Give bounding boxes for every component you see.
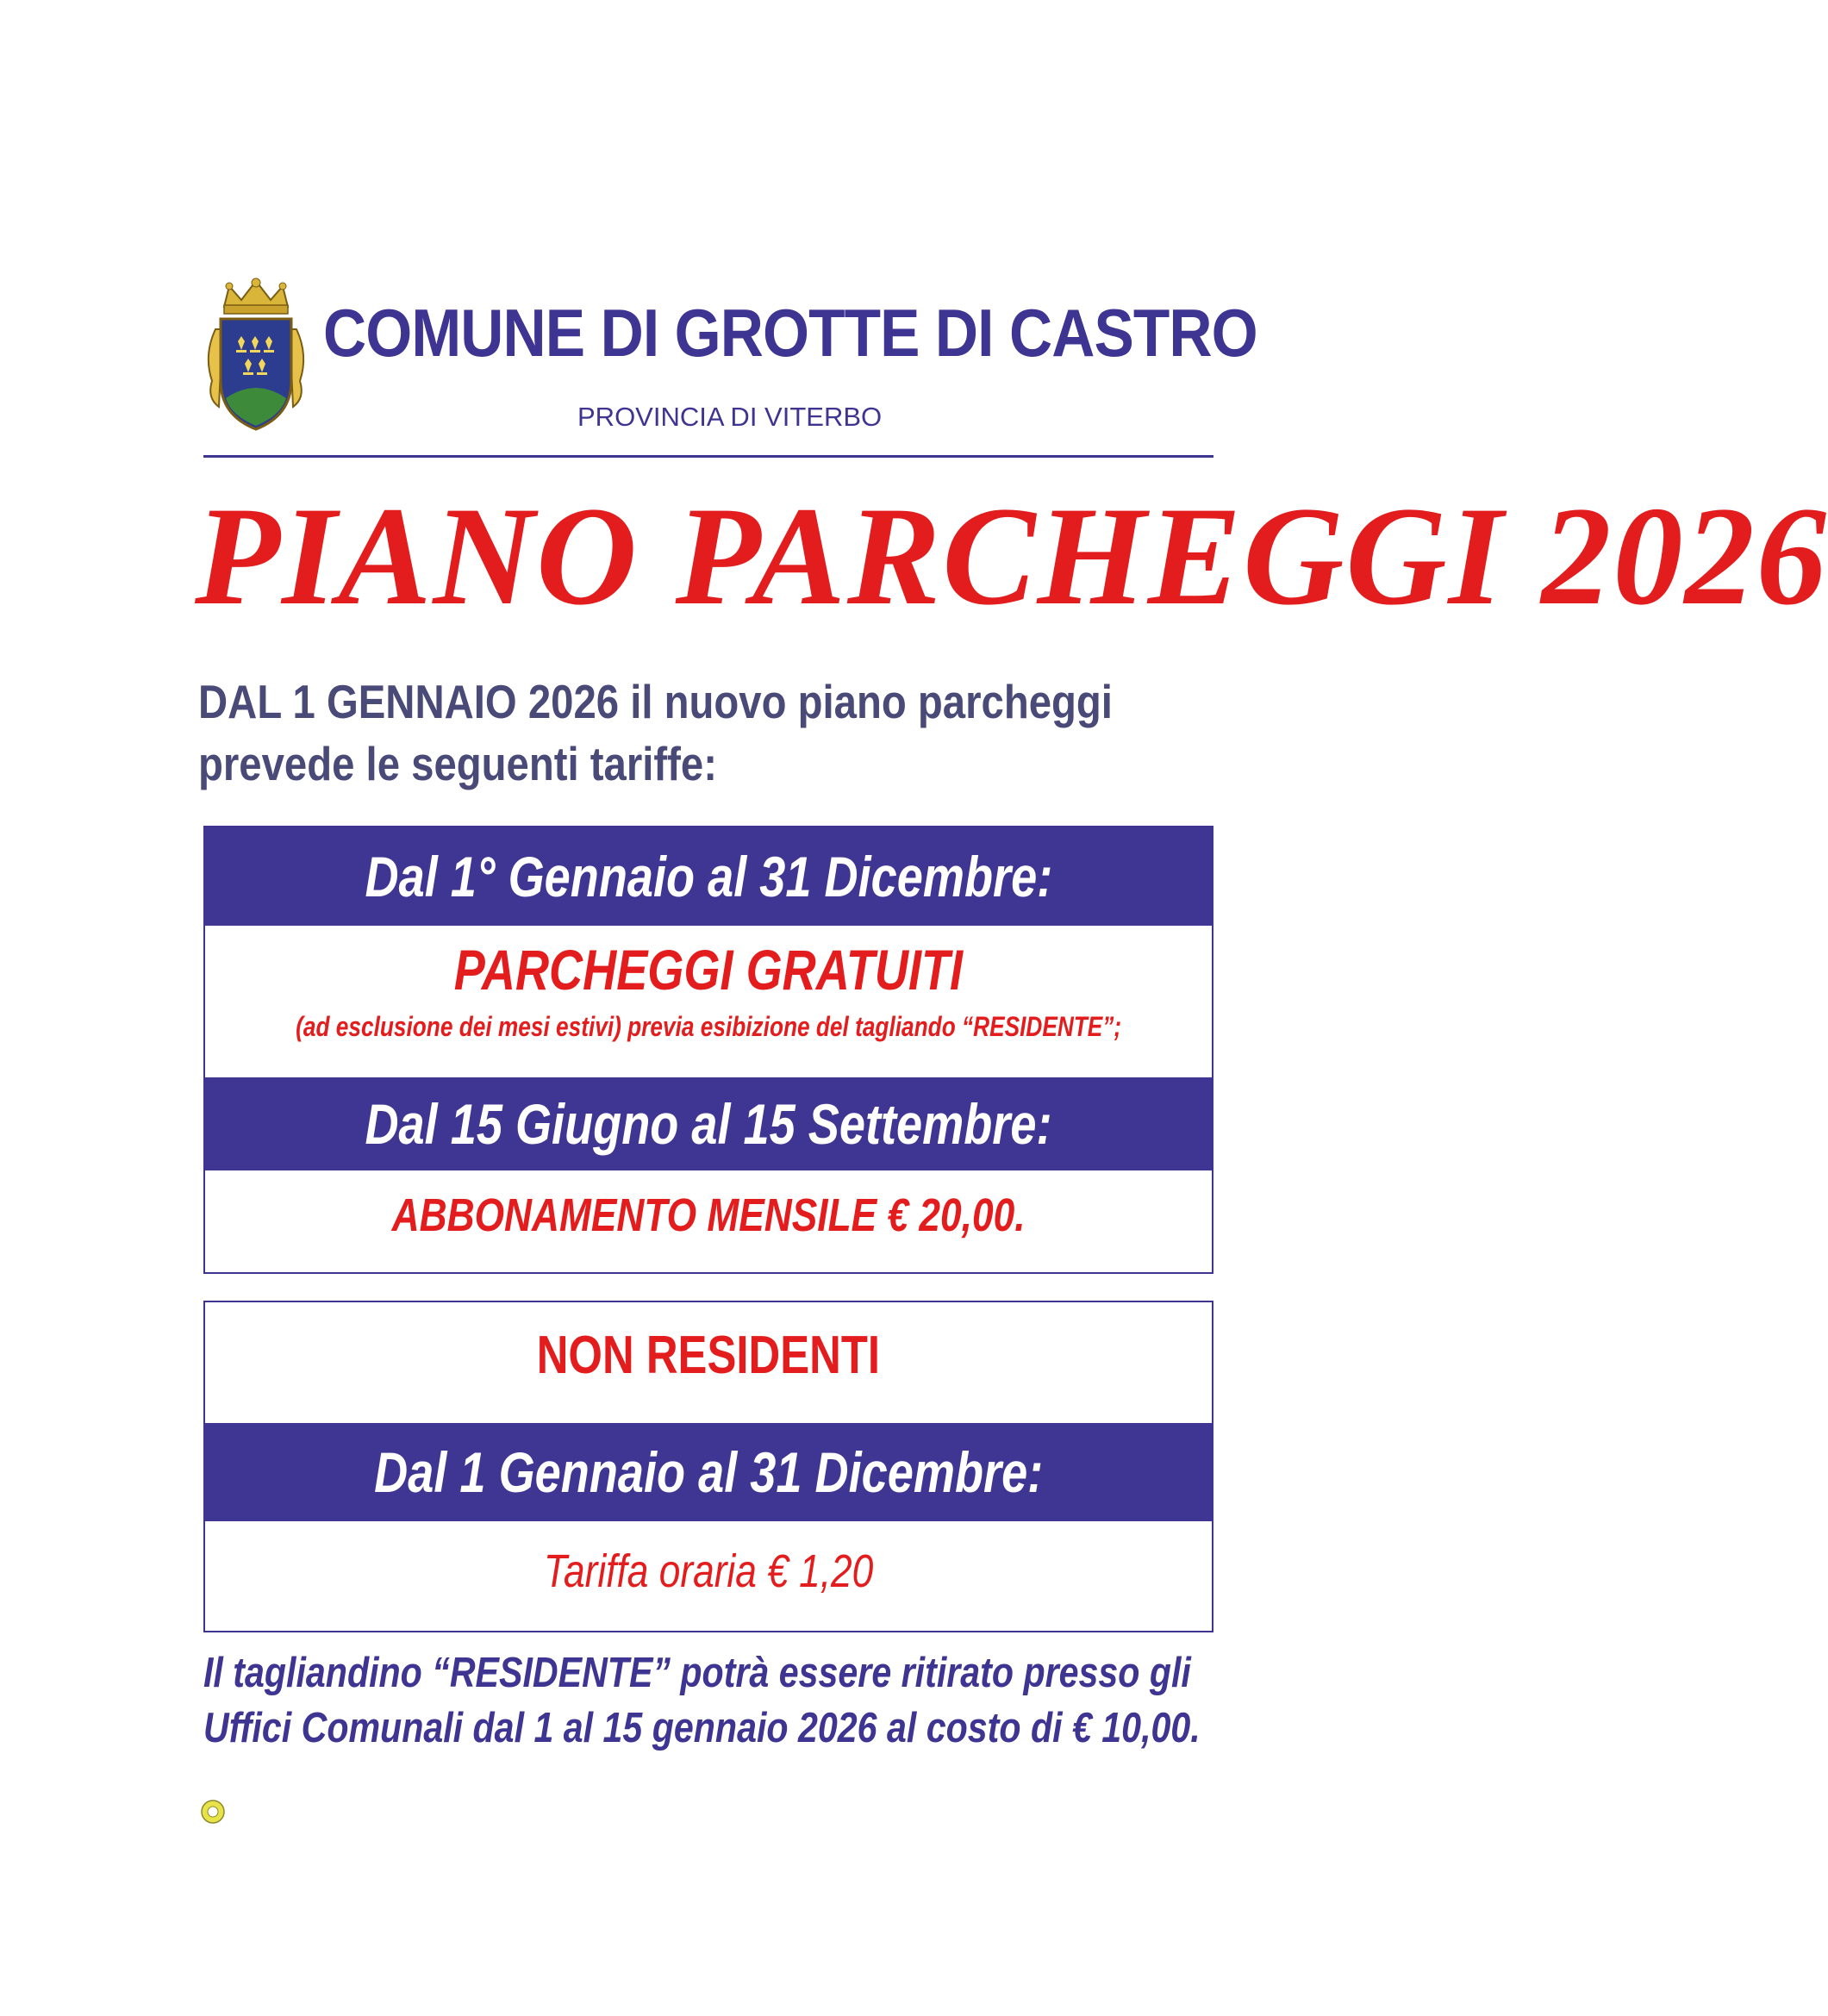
intro-line-1: DAL 1 GENNAIO 2026 il nuovo piano parcheggi	[198, 675, 1113, 728]
non-residents-heading-text: NON RESIDENTI	[536, 1326, 881, 1385]
header-divider	[203, 455, 1213, 458]
period-label: Dal 1° Gennaio al 31 Dicembre:	[365, 845, 1052, 908]
municipality-name: COMUNE DI GROTTE DI CASTRO	[323, 295, 1257, 371]
page-title	[195, 471, 1828, 643]
printer-logo-icon	[200, 1799, 226, 1825]
monthly-pass-text: ABBONAMENTO MENSILE € 20,00.	[391, 1189, 1026, 1241]
period-label: Dal 15 Giugno al 15 Settembre:	[365, 1092, 1052, 1156]
non-residents-heading	[205, 1313, 1212, 1399]
period-band-full-year	[205, 827, 1212, 926]
intro-line-2: prevede le seguenti tariffe:	[198, 737, 717, 790]
page-title-text: PIANO PARCHEGGI 2026	[195, 478, 1828, 634]
non-residents-rates-box	[203, 1301, 1213, 1632]
hourly-rate-label	[205, 1528, 1212, 1614]
residents-rates-box	[203, 826, 1213, 1274]
coat-of-arms-icon	[203, 278, 309, 433]
hourly-rate-text: Tariffa oraria € 1,20	[543, 1545, 874, 1597]
period-band-summer	[205, 1077, 1212, 1170]
footer-note-line-2: Uffici Comunali dal 1 al 15 gennaio 2026 al costo di € 10,00.	[203, 1705, 1201, 1751]
period-band-non-residents	[205, 1423, 1212, 1521]
footer-note-line-1: Il tagliandino “RESIDENTE” potrà essere ritirato presso gli	[203, 1650, 1191, 1696]
free-parking-label	[205, 927, 1212, 1012]
monthly-pass-label	[205, 1172, 1212, 1258]
free-parking-note	[205, 1005, 1212, 1048]
period-label: Dal 1 Gennaio al 31 Dicembre:	[373, 1440, 1044, 1504]
free-parking-text: PARCHEGGI GRATUITI	[453, 938, 964, 1002]
free-parking-note-text: (ad esclusione dei mesi estivi) previa esibizione del tagliando “RESIDENTE”;	[296, 1011, 1122, 1042]
province-name: PROVINCIA DI VITERBO	[577, 402, 883, 432]
